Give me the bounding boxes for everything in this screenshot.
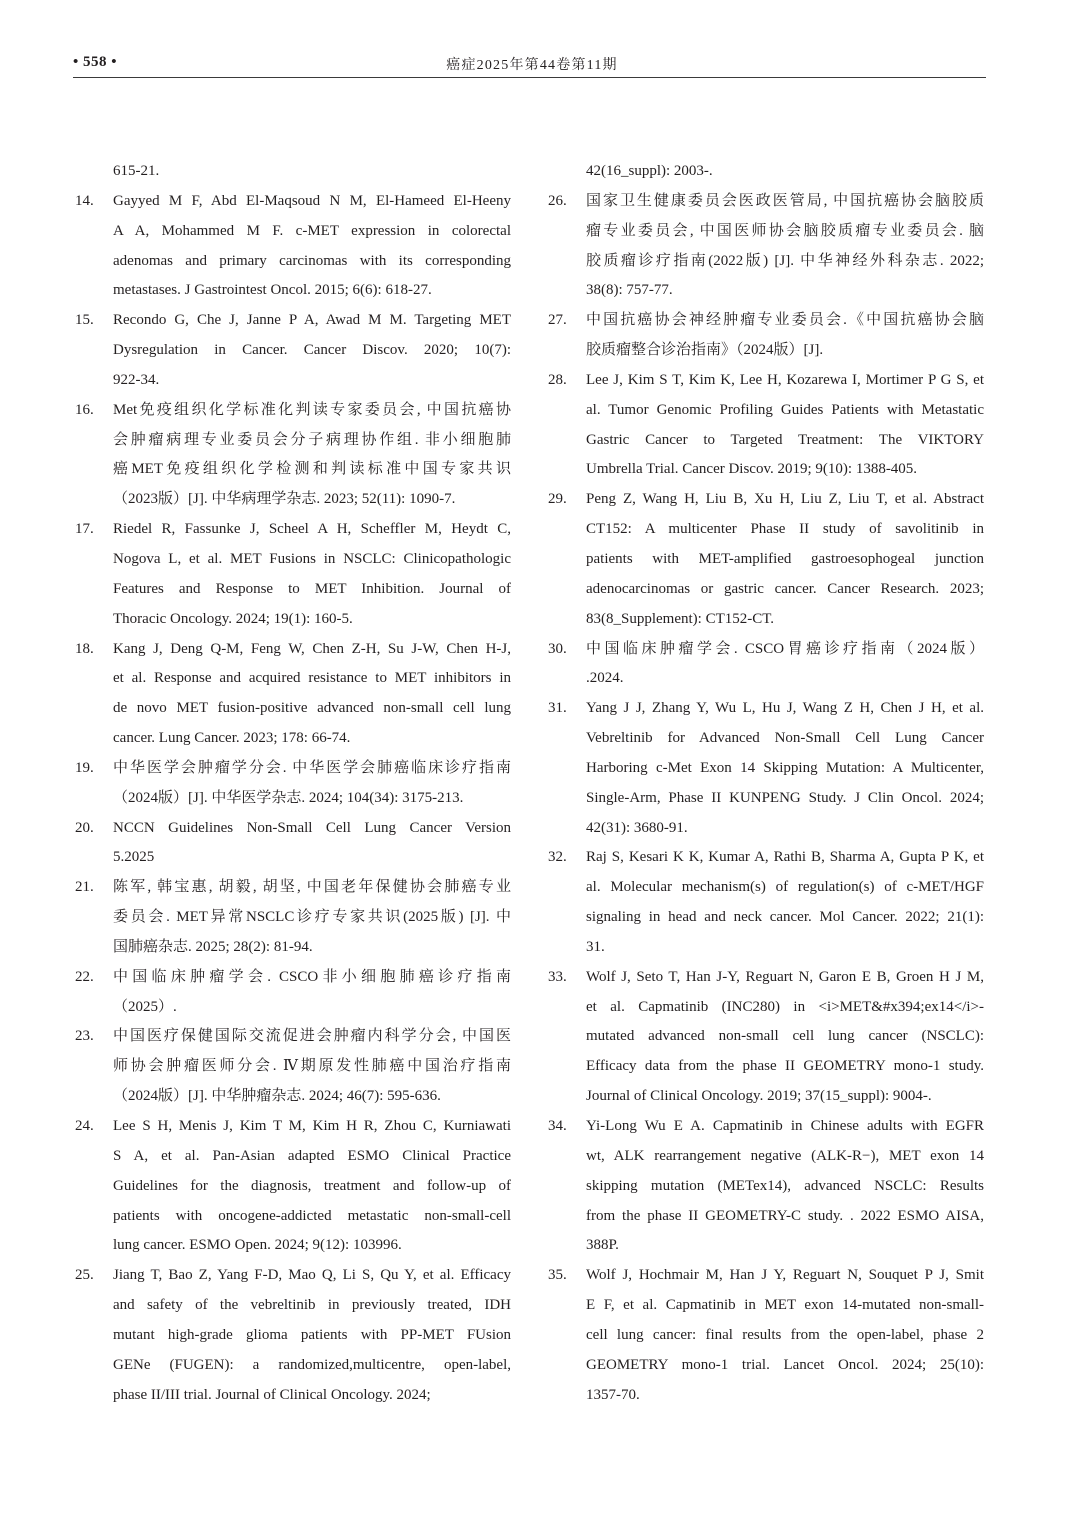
reference-text xyxy=(113,963,511,1023)
reference-item xyxy=(75,1261,511,1410)
reference-line: 癌MET免疫组织化学检测和判读标准中国专家共识 xyxy=(113,461,511,478)
reference-number-spacer xyxy=(75,157,113,187)
reference-line: 中华医学会肿瘤学分会. 中华医学会肺癌临床诊疗指南 xyxy=(113,759,511,776)
reference-line: （2024版）[J]. 中华医学杂志. 2024; 104(34): 3175-213. xyxy=(113,789,464,806)
reference-line: GEOMETRY mono-1 trial. Lancet Oncol. 2024; 25(10): xyxy=(586,1356,984,1373)
reference-text xyxy=(113,1261,511,1410)
reference-number: 33. xyxy=(548,968,567,985)
reference-line: S A, et al. Pan-Asian adapted ESMO Clinical Practice xyxy=(113,1147,511,1164)
reference-item xyxy=(548,635,984,695)
reference-line: Lee S H, Menis J, Kim T M, Kim H R, Zhou C, Kurniawati xyxy=(113,1118,511,1134)
reference-line: Riedel R, Fassunke J, Scheel A H, Scheffler M, Heydt C, xyxy=(113,521,511,538)
reference-line: Wolf J, Seto T, Han J-Y, Reguart N, Garon E B, Groen H J M, xyxy=(586,968,984,985)
reference-line: adenocarcinomas or gastric cancer. Cancer Research. 2023; xyxy=(586,580,984,597)
reference-number: 15. xyxy=(75,312,94,329)
page-number: • 558 • xyxy=(73,54,118,70)
reference-number: 25. xyxy=(75,1267,94,1284)
reference-item xyxy=(548,187,984,306)
reference-line: Wolf J, Hochmair M, Han J Y, Reguart N, Souquet P J, Smit xyxy=(586,1267,984,1284)
reference-text xyxy=(113,635,511,754)
reference-text xyxy=(113,814,511,874)
reference-number: 30. xyxy=(548,640,567,657)
reference-item xyxy=(548,694,984,843)
reference-text xyxy=(113,187,511,306)
continuation-lines xyxy=(113,157,511,187)
reference-number: 28. xyxy=(548,371,567,388)
reference-line: 38(8): 757-77. xyxy=(586,282,673,299)
reference-line: 388P. xyxy=(586,1237,619,1254)
reference-text xyxy=(586,963,984,1112)
reference-number: 17. xyxy=(75,521,94,538)
reference-line: Journal of Clinical Oncology. 2019; 37(15_suppl): 9004-. xyxy=(586,1088,932,1105)
reference-line: Met免疫组织化学标准化判读专家委员会, 中国抗癌协 xyxy=(113,401,511,418)
reference-line: A A, Mohammed M F. c-MET expression in colorectal xyxy=(113,222,511,239)
reference-line: mutant high-grade glioma patients with PP-MET FUsion xyxy=(113,1326,511,1343)
reference-line: GENe (FUGEN): a randomized,multicentre, open-label, xyxy=(113,1356,511,1373)
reference-text xyxy=(113,306,511,396)
reference-number: 31. xyxy=(548,700,567,717)
reference-line: cell lung cancer: final results from the open-label, phase 2 xyxy=(586,1326,984,1343)
continuation-line: 42(16_suppl): 2003-. xyxy=(586,163,713,179)
reference-text xyxy=(586,843,984,962)
reference-number: 16. xyxy=(75,401,94,418)
reference-line: metastases. J Gastrointest Oncol. 2015; 6(6): 618-27. xyxy=(113,282,432,299)
reference-text xyxy=(113,754,511,814)
reference-line: 胶质瘤诊疗指南(2022版) [J]. 中华神经外科杂志. 2022; xyxy=(586,252,984,269)
reference-line: CT152: A multicenter Phase II study of savolitinib in xyxy=(586,521,984,538)
reference-line: 委员会. MET异常NSCLC诊疗专家共识(2025版) [J]. 中 xyxy=(113,909,511,926)
reference-line: （2024版）[J]. 中华肿瘤杂志. 2024; 46(7): 595-636. xyxy=(113,1088,441,1105)
reference-line: 中国临床肿瘤学会. CSCO胃癌诊疗指南（2024版） xyxy=(586,640,984,657)
reference-line: （2025）. xyxy=(113,998,177,1015)
reference-line: 42(31): 3680-91. xyxy=(586,819,688,836)
reference-line: patients with MET-amplified gastroesophogeal junction xyxy=(586,550,984,567)
reference-number: 18. xyxy=(75,640,94,657)
reference-text xyxy=(113,1022,511,1112)
reference-number: 23. xyxy=(75,1028,94,1045)
reference-number: 29. xyxy=(548,491,567,508)
reference-number: 20. xyxy=(75,819,94,836)
reference-line: mutated advanced non-small cell lung cancer (NSCLC): xyxy=(586,1028,984,1045)
reference-line: Kang J, Deng Q-M, Feng W, Chen Z-H, Su J-W, Chen H-J, xyxy=(113,640,511,657)
reference-text xyxy=(586,1112,984,1261)
reference-line: Guidelines for the diagnosis, treatment and follow-up of xyxy=(113,1177,511,1194)
reference-number: 34. xyxy=(548,1118,567,1134)
reference-item xyxy=(75,873,511,963)
reference-line: signaling in head and neck cancer. Mol Cancer. 2022; 21(1): xyxy=(586,909,984,926)
reference-line: Single-Arm, Phase II KUNPENG Study. J Clin Oncol. 2024; xyxy=(586,789,984,806)
reference-item xyxy=(75,1022,511,1112)
reference-text xyxy=(586,306,984,366)
reference-line: from the phase II GEOMETRY-C study. . 2022 ESMO AISA, xyxy=(586,1207,984,1224)
reference-line: Dysregulation in Cancer. Cancer Discov. 2020; 10(7): xyxy=(113,342,511,359)
reference-line: 会肿瘤病理专业委员会分子病理协作组. 非小细胞肺 xyxy=(113,431,511,448)
reference-text xyxy=(586,1261,984,1410)
reference-line: wt, ALK rearrangement negative (ALK-R−), MET exon 14 xyxy=(586,1147,984,1164)
reference-item xyxy=(548,485,984,634)
reference-line: Nogova L, et al. MET Fusions in NSCLC: Clinicopathologic xyxy=(113,550,511,567)
reference-line: Thoracic Oncology. 2024; 19(1): 160-5. xyxy=(113,610,353,627)
reference-line: Lee J, Kim S T, Kim K, Lee H, Kozarewa I, Mortimer P G S, et xyxy=(586,371,984,388)
reference-item xyxy=(75,187,511,306)
header-rule xyxy=(73,77,986,78)
reference-line: cancer. Lung Cancer. 2023; 178: 66-74. xyxy=(113,730,351,747)
reference-line: 瘤专业委员会, 中国医师协会脑胶质瘤专业委员会. 脑 xyxy=(586,222,984,239)
reference-item xyxy=(75,515,511,634)
reference-line: NCCN Guidelines Non-Small Cell Lung Cancer Version xyxy=(113,819,511,836)
reference-item xyxy=(75,1112,511,1261)
reference-line: 国肺癌杂志. 2025; 28(2): 81-94. xyxy=(113,938,313,955)
reference-line: phase II/III trial. Journal of Clinical Oncology. 2024; xyxy=(113,1386,431,1403)
reference-text xyxy=(113,873,511,963)
reference-line: Gayyed M F, Abd El-Maqsoud N M, El-Hameed El-Heeny xyxy=(113,192,511,209)
reference-text xyxy=(586,187,984,306)
reference-text xyxy=(586,485,984,634)
reference-number: 27. xyxy=(548,312,567,329)
reference-item xyxy=(75,635,511,754)
continuation-lines xyxy=(586,157,984,187)
reference-item xyxy=(548,306,984,366)
reference-line: 922-34. xyxy=(113,371,160,388)
reference-item xyxy=(548,1261,984,1410)
continuation-line: 615-21. xyxy=(113,163,160,179)
reference-line: 中国临床肿瘤学会. CSCO非小细胞肺癌诊疗指南 xyxy=(113,968,511,985)
reference-line: patients with oncogene-addicted metastatic non-small-cell xyxy=(113,1207,511,1224)
reference-line: Yang J J, Zhang Y, Wu L, Hu J, Wang Z H, Chen J H, et al. xyxy=(586,700,984,717)
journal-issue-header: 癌症2025年第44卷第11期 xyxy=(446,58,618,73)
reference-item xyxy=(548,366,984,485)
right-column xyxy=(548,157,984,1410)
reference-line: de novo MET fusion-positive advanced non-small cell lung xyxy=(113,700,511,717)
continuation-entry xyxy=(548,157,984,187)
reference-line: （2023版）[J]. 中华病理学杂志. 2023; 52(11): 1090-7. xyxy=(113,491,456,508)
reference-text xyxy=(113,396,511,515)
reference-item xyxy=(548,1112,984,1261)
reference-line: E F, et al. Capmatinib in MET exon 14-mutated non-small- xyxy=(586,1297,984,1314)
reference-item xyxy=(75,754,511,814)
reference-line: et al. Capmatinib (INC280) in <i>MET&#x394;ex14</i>- xyxy=(586,998,984,1015)
reference-line: 胶质瘤整合诊治指南》（2024版）[J]. xyxy=(586,342,824,359)
reference-line: Yi-Long Wu E A. Capmatinib in Chinese adults with EGFR xyxy=(586,1118,984,1134)
reference-number: 19. xyxy=(75,759,94,776)
reference-line: Features and Response to MET Inhibition. Journal of xyxy=(113,580,511,597)
reference-line: and safety of the vebreltinib in previously treated, IDH xyxy=(113,1297,511,1314)
reference-text xyxy=(113,515,511,634)
continuation-entry xyxy=(75,157,511,187)
reference-text xyxy=(113,1112,511,1261)
reference-line: Gastric Cancer to Targeted Treatment: The VIKTORY xyxy=(586,431,984,448)
reference-text xyxy=(586,366,984,485)
reference-line: Raj S, Kesari K K, Kumar A, Rathi B, Sharma A, Gupta P K, et xyxy=(586,849,984,866)
reference-line: .2024. xyxy=(586,670,624,687)
reference-line: al. Molecular mechanism(s) of regulation(s) of c-MET/HGF xyxy=(586,879,984,896)
reference-line: et al. Response and acquired resistance to MET inhibitors in xyxy=(113,670,511,687)
reference-item xyxy=(548,843,984,962)
reference-line: 师协会肿瘤医师分会. Ⅳ期原发性肺癌中国治疗指南 xyxy=(113,1058,511,1075)
reference-item xyxy=(75,814,511,874)
reference-line: al. Tumor Genomic Profiling Guides Patients with Metastatic xyxy=(586,401,984,418)
reference-item xyxy=(75,396,511,515)
left-column xyxy=(75,157,511,1410)
reference-line: Umbrella Trial. Cancer Discov. 2019; 9(10): 1388-405. xyxy=(586,461,918,478)
reference-line: 31. xyxy=(586,938,605,955)
reference-line: lung cancer. ESMO Open. 2024; 9(12): 103996. xyxy=(113,1237,402,1254)
reference-line: skipping mutation (METex14), advanced NSCLC: Results xyxy=(586,1177,984,1194)
reference-line: 5.2025 xyxy=(113,849,155,866)
reference-number: 26. xyxy=(548,192,567,209)
reference-line: 中国医疗保健国际交流促进会肿瘤内科学分会, 中国医 xyxy=(113,1028,511,1045)
reference-line: 中国抗癌协会神经肿瘤专业委员会.《中国抗癌协会脑 xyxy=(586,312,984,329)
reference-line: Peng Z, Wang H, Liu B, Xu H, Liu Z, Liu T, et al. Abstract xyxy=(586,491,984,508)
reference-item xyxy=(548,963,984,1112)
reference-line: 国家卫生健康委员会医政医管局, 中国抗癌协会脑胶质 xyxy=(586,192,984,209)
reference-item xyxy=(75,963,511,1023)
reference-number-spacer xyxy=(548,157,586,187)
reference-number: 22. xyxy=(75,968,94,985)
reference-number: 32. xyxy=(548,849,567,866)
reference-line: 1357-70. xyxy=(586,1386,640,1403)
reference-number: 21. xyxy=(75,879,94,896)
reference-line: 陈军, 韩宝惠, 胡毅, 胡坚, 中国老年保健协会肺癌专业 xyxy=(113,879,511,896)
reference-item xyxy=(75,306,511,396)
reference-line: Harboring c-Met Exon 14 Skipping Mutation: A Multicenter, xyxy=(586,759,984,776)
reference-line: Efficacy data from the phase II GEOMETRY mono-1 study. xyxy=(586,1058,984,1075)
reference-number: 14. xyxy=(75,192,94,209)
reference-line: 83(8_Supplement): CT152-CT. xyxy=(586,610,775,627)
reference-text xyxy=(586,635,984,695)
reference-text xyxy=(586,694,984,843)
reference-number: 35. xyxy=(548,1267,567,1284)
reference-line: Vebreltinib for Advanced Non-Small Cell Lung Cancer xyxy=(586,730,984,747)
reference-line: Jiang T, Bao Z, Yang F-D, Mao Q, Li S, Qu Y, et al. Efficacy xyxy=(113,1267,511,1284)
reference-line: adenomas and primary carcinomas with its corresponding xyxy=(113,252,511,269)
reference-number: 24. xyxy=(75,1118,94,1134)
reference-line: Recondo G, Che J, Janne P A, Awad M M. Targeting MET xyxy=(113,312,511,329)
